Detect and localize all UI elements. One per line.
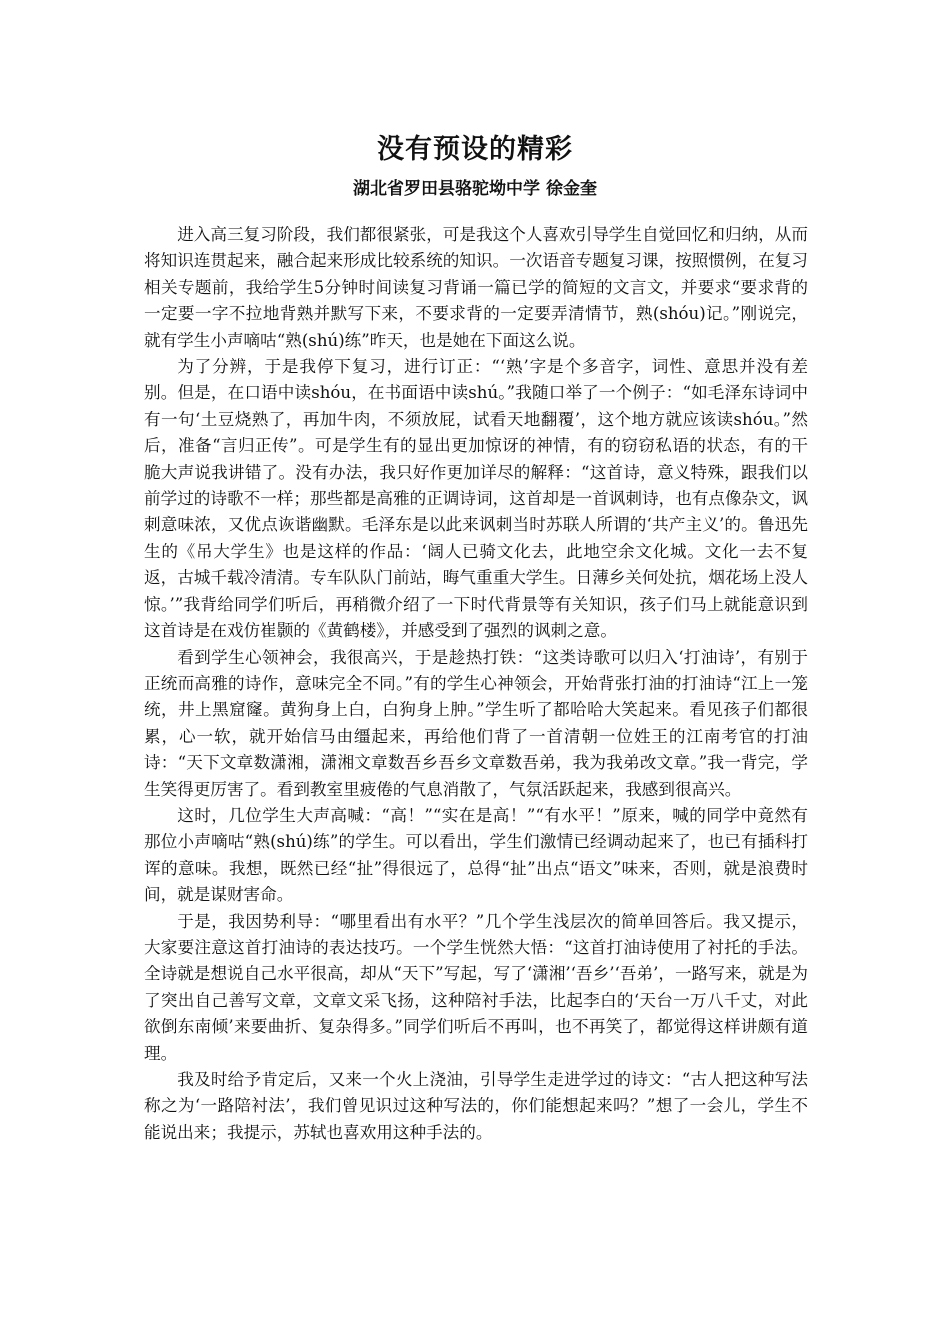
document-body	[144, 222, 808, 1146]
paragraph: 于是，我因势利导：“哪里看出有水平？”几个学生浅层次的简单回答后。我又提示，大家要注意这首打油诗的表达技巧。一个学生恍然大悟：“这首打油诗使用了衬托的手法。全诗就是想说自己水平很高，却从“天下”写起，写了‘潇湘’‘吾乡’‘吾弟’，一路写来，就是为了突出自己善写文章，文章文采飞扬，这种陪衬手法，比起李白的‘天台一万八千丈，对此欲倒东南倾’来要曲折、复杂得多。”同学们听后不再叫，也不再笑了，都觉得这样讲颇有道理。	[144, 911, 808, 1063]
paragraph: 我及时给予肯定后，又来一个火上浇油，引导学生走进学过的诗文：“古人把这种写法称之为‘一路陪衬法’，我们曾见识过这种写法的，你们能想起来吗？”想了一会儿，学生不能说出来；我提示，苏轼也喜欢用这种手法的。	[144, 1070, 808, 1142]
paragraph: 为了分辨，于是我停下复习，进行订正：“‘熟’字是个多音字，词性、意思并没有差别。但是，在口语中读shóu，在书面语中读shú。”我随口举了一个例子：“如毛泽东诗词中有一句‘土豆烧熟了，再加牛肉，不须放屁，试看天地翻覆’，这个地方就应该读shóu。”然后，准备“言归正传”。可是学生有的显出更加惊讶的神情，有的窃窃私语的状态，有的干脆大声说我讲错了。没有办法，我只好作更加详尽的解释：“这首诗，意义特殊，跟我们以前学过的诗歌不一样；那些都是高雅的正调诗词，这首却是一首讽刺诗，也有点像杂文，讽刺意味浓，又优点诙谐幽默。毛泽东是以此来讽刺当时苏联人所谓的‘共产主义’的。鲁迅先生的《吊大学生》也是这样的作品：‘阔人已骑文化去，此地空余文化城。文化一去不复返，古城千载冷清清。专车队队门前站，晦气重重大学生。日薄乡关何处抗，烟花场上没人惊。’”我背给同学们听后，再稍微介绍了一下时代背景等有关知识，孩子们马上就能意识到这首诗是在戏仿崔颢的《黄鹤楼》，并感受到了强烈的讽刺之意。	[144, 357, 808, 641]
document-title: 没有预设的精彩	[377, 134, 573, 165]
paragraph: 这时，几位学生大声高喊：“高！”“实在是高！”“有水平！”原来，喊的同学中竟然有那位小声嘀咕“熟(shú)练”的学生。可以看出，学生们激情已经调动起来了，也已有插科打诨的意味。我想，既然已经“扯”得很远了，总得“扯”出点“语文”味来，否则，就是浪费时间，就是谋财害命。	[144, 805, 808, 905]
paragraph: 进入高三复习阶段，我们都很紧张，可是我这个人喜欢引导学生自觉回忆和归纳，从而将知识连贯起来，融合起来形成比较系统的知识。一次语音专题复习课，按照惯例，在复习相关专题前，我给学生5分钟时间读复习背诵一篇已学的简短的文言文，并要求“要求背的一定要一字不拉地背熟并默写下来，不要求背的一定要弄清情节，熟(shóu)记。”刚说完，就有学生小声嘀咕“熟(shú)练”昨天，也是她在下面这么说。	[144, 225, 808, 350]
document-author: 湖北省罗田县骆驼坳中学 徐金奎	[353, 179, 597, 199]
paragraph: 看到学生心领神会，我很高兴，于是趁热打铁：“这类诗歌可以归入‘打油诗’，有别于正统而高雅的诗作，意味完全不同。”有的学生心神领会，开始背张打油的打油诗“江上一笼统，井上黑窟窿。黄狗身上白，白狗身上肿。”学生听了都哈哈大笑起来。看见孩子们都很累，心一软，就开始信马由缰起来，再给他们背了一首清朝一位姓王的江南考官的打油诗：“天下文章数潇湘，潇湘文章数吾乡吾乡文章数吾弟，我为我弟改文章。”我一背完，学生笑得更厉害了。看到教室里疲倦的气息消散了，气氛活跃起来，我感到很高兴。	[144, 647, 808, 799]
